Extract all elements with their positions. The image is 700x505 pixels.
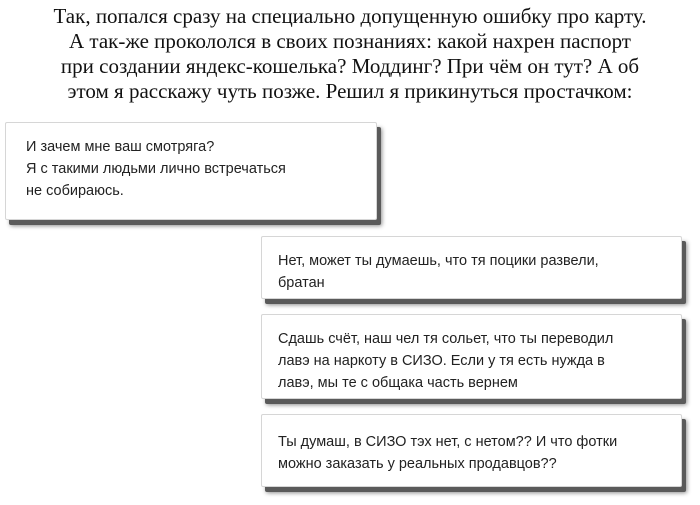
message-line: Нет, может ты думаешь, что тя поцики развели, <box>278 253 599 269</box>
message-line: Я с такими людьми лично встречаться <box>26 161 286 177</box>
caption-text <box>0 4 700 104</box>
caption-line: при создании яндекс-кошелька? Моддинг? При чём он тут? А об <box>60 54 640 78</box>
caption-line: Так, попался сразу на специально допущенную ошибку про карту. <box>53 4 647 28</box>
message-line: Сдашь счёт, наш чел тя сольет, что ты переводил <box>278 331 614 347</box>
caption-line: А так-же прокололся в своих познаниях: какой нахрен паспорт <box>69 29 631 53</box>
message-line: можно заказать у реальных продавцов?? <box>278 456 557 472</box>
message-line: лавэ на наркоту в СИЗО. Если у тя есть нужда в <box>278 353 605 369</box>
message-bubble-received <box>261 236 682 299</box>
message-line: братан <box>278 275 325 291</box>
message-bubble-received <box>261 414 682 487</box>
caption-line: этом я расскажу чуть позже. Решил я прикинуться простачком: <box>67 79 633 103</box>
message-line: не собираюсь. <box>26 183 124 199</box>
message-bubble-sent <box>5 122 377 220</box>
message-line: И зачем мне ваш смотряга? <box>26 139 215 155</box>
message-line: лавэ, мы те с общака часть вернем <box>278 375 518 391</box>
message-line: Ты думаш, в СИЗО тэх нет, с нетом?? И что фотки <box>278 434 618 450</box>
message-bubble-received <box>261 314 682 399</box>
